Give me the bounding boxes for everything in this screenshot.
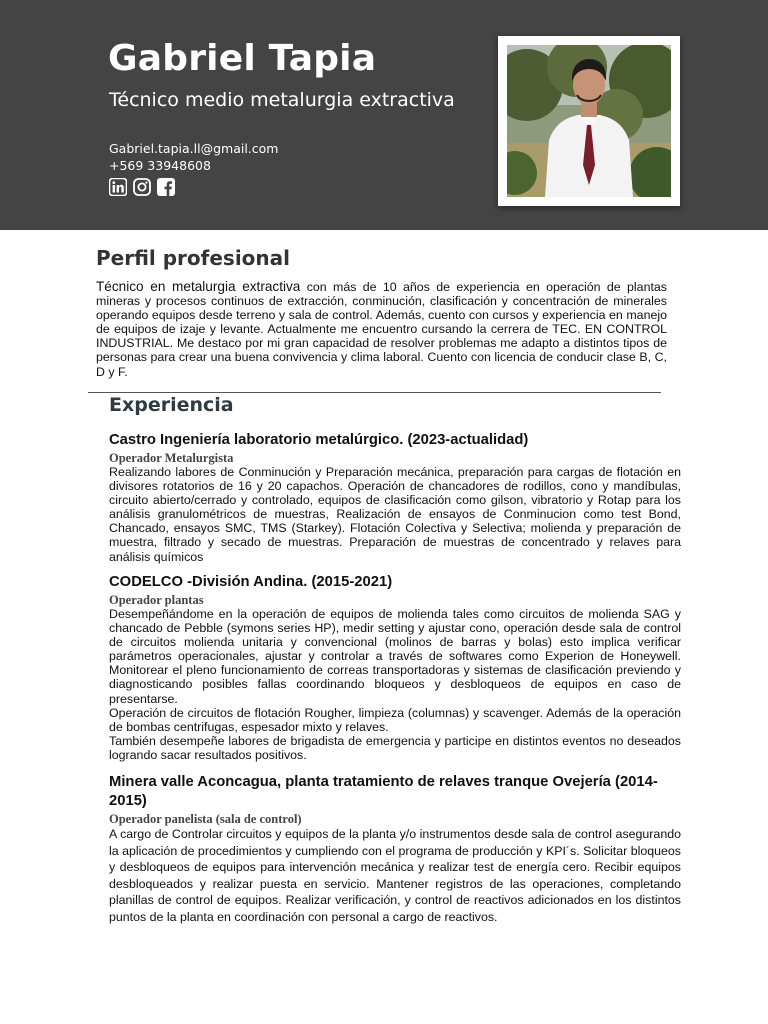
- perfil-body: con más de 10 años de experiencia en operación de plantas mineras y procesos continuos de extracción, conminución, clasificación y concentración de minerales operando equipos desde terreno y sala de control. Además, cuento con cursos y experiencia en manejo de equipos de izaje y levante. Actualmente me encuentro cursando la cerrera de TEC. EN CONTROL INDUSTRIAL. Me destaco por mi gran capacidad de resolver problemas me adapto a distintos tipos de personas para crear una buena convivencia y clima laboral. Cuento con licencia de conducir clase B, C, D y F.: [96, 280, 667, 379]
- job-company: Castro Ingeniería laboratorio metalúrgico. (2023-actualidad): [109, 432, 529, 448]
- perfil-paragraph: [96, 280, 667, 379]
- job-paragraph: También desempeñe labores de brigadista de emergencia y participe en distintos eventos no deseados logrando sacar resultados positivos.: [109, 733, 681, 762]
- social-links: [109, 178, 175, 196]
- linkedin-icon[interactable]: [109, 178, 127, 196]
- job-entry: [109, 773, 681, 926]
- job-description: [109, 465, 681, 564]
- job-company: Minera valle Aconcagua, planta tratamiento de relaves tranque Ovejería (2014-2015): [109, 774, 658, 809]
- job-role: Operador plantas: [109, 593, 204, 607]
- profile-photo: [498, 36, 680, 206]
- job-paragraph: Desempeñándome en la operación de equipos de molienda tales como circuitos de molienda SAG y chancado de Pebble (symons series HP), medir setting y ajustar cono, operación desde sala de control de circuitos molienda unitaria y convencional (molinos de barras y bolas) esto implica verificar parámetros operacionales, ajustar y controlar a través de softwares como Experion de Honeywell. Monitorear el pleno funcionamiento de correas transportadoras y sistemas de clasificación previendo y diagnosticando posibles fallas coordinando bloqueos y desbloqueos de equipos en caso de presentarse.: [109, 607, 681, 706]
- job-description: [109, 607, 681, 762]
- perfil-heading: Perfil profesional: [96, 246, 291, 270]
- section-divider: [88, 392, 661, 393]
- candidate-title: Técnico medio metalurgia extractiva: [109, 89, 455, 111]
- job-description: [109, 826, 681, 926]
- header-banner: [0, 0, 768, 230]
- candidate-name: Gabriel Tapia: [108, 38, 377, 79]
- job-entry: [109, 573, 681, 762]
- phone-number: +569 33948608: [109, 158, 211, 173]
- job-paragraph: A cargo de Controlar circuitos y equipos de la planta y/o instrumentos desde sala de control asegurando la aplicación de procedimientos y cumpliendo con el programa de producción y KPI´s. Solicitar bloqueos y desbloqueos de equipos para intervención mecánica y realizar test de energía cero. Recibir equipos desbloqueados y realizar puesta en servicio. Mantener registros de las operaciones, completando planillas de control de equipos. Realizar verificación, y control de reactivos adicionados en los distintos puntos de la planta en coordinación con personal a cargo de reactivos.: [109, 827, 681, 924]
- job-paragraph: Realizando labores de Conminución y Preparación mecánica, preparación para cargas de flotación en divisores rotatorios de 16 y 20 capachos. Operación de chancadores de rodillos, cono y mandíbulas, circuito abierto/cerrado y controlado, equipos de clasificación como gilson, vibratorio y Rotap para los análisis granulométricos de muestras, Realización de ensayos de Conminucion como test Bond, Chancado, ensayos SMC, TMS (Starkey). Flotación Colectiva y Selectiva; molienda y preparación de muestra, filtrado y secado de muestras. Preparación de muestras de concentrado y relaves para análisis químicos: [109, 465, 681, 564]
- experiencia-heading: Experiencia: [109, 394, 234, 416]
- job-role: Operador Metalurgista: [109, 451, 234, 465]
- instagram-icon[interactable]: [133, 178, 151, 196]
- facebook-icon[interactable]: [157, 178, 175, 196]
- contact-info: [109, 140, 278, 174]
- job-company: CODELCO -División Andina. (2015-2021): [109, 574, 393, 590]
- job-entry: [109, 431, 681, 564]
- email-link[interactable]: Gabriel.tapia.ll@gmail.com: [109, 141, 279, 156]
- perfil-lead: Técnico en metalurgia extractiva: [96, 279, 301, 294]
- profile-photo-image: [507, 45, 671, 197]
- job-paragraph: Operación de circuitos de flotación Rougher, limpieza (columnas) y scavenger. Además de la operación de bombas centrifugas, espesador mixto y relaves.: [109, 705, 681, 734]
- job-role: Operador panelista (sala de control): [109, 812, 302, 826]
